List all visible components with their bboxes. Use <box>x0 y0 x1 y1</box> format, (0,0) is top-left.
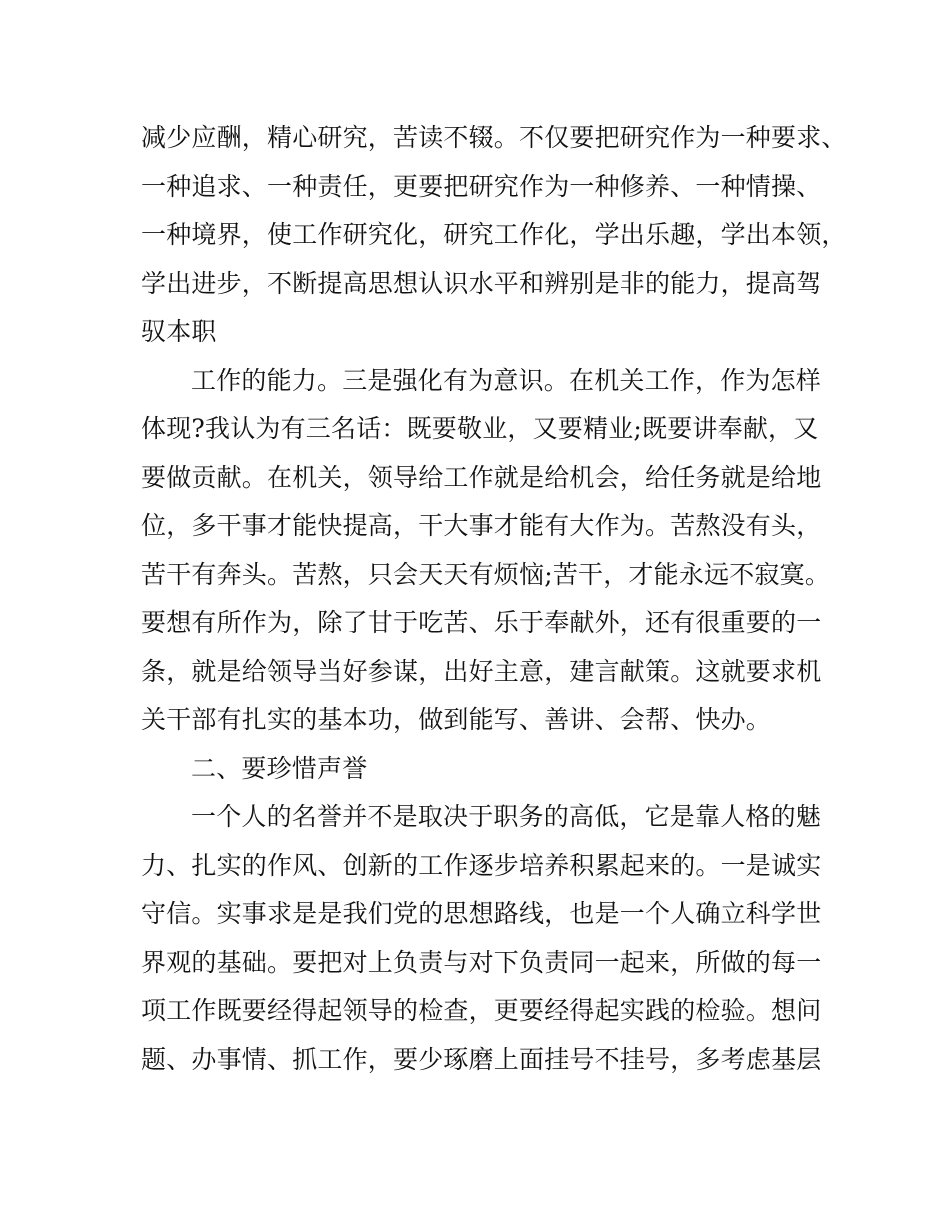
paragraph-start-line: 一个人的名誉并不是取决于职务的高低，它是靠人格的魅 <box>191 802 822 831</box>
text-line: 守信。实事求是是我们党的思想路线，也是一个人确立科学世 <box>141 899 822 928</box>
text-line: 苦干有奔头。苦熬，只会天天有烦恼;苦干，才能永远不寂寞。 <box>141 559 831 589</box>
text-line: 学出进步，不断提高思想认识水平和辨别是非的能力，提高驾 <box>141 268 822 298</box>
text-line: 一种境界，使工作研究化，研究工作化，学出乐趣，学出本领， <box>141 220 847 249</box>
text-line: 体现?我认为有三名话：既要敬业，又要精业;既要讲奉献，又 <box>141 414 819 443</box>
text-line: 界观的基础。要把对上负责与对下负责同一起来，所做的每一 <box>141 947 822 977</box>
section-heading: 二、要珍惜声誉 <box>191 753 368 783</box>
text-line: 一种追求、一种责任，更要把研究作为一种修养、一种情操、 <box>141 171 822 201</box>
paragraph-start-line: 工作的能力。三是强化有为意识。在机关工作，作为怎样 <box>191 365 822 395</box>
text-line: 减少应酬，精心研究，苦读不辍。不仅要把研究作为一种要求、 <box>141 123 847 152</box>
text-line: 位，多干事才能快提高，干大事才能有大作为。苦熬没有头， <box>141 511 822 540</box>
text-line: 条，就是给领导当好参谋，出好主意，建言献策。这就要求机 <box>141 656 822 686</box>
text-line: 关干部有扎实的基本功，做到能写、善讲、会帮、快办。 <box>141 705 772 734</box>
text-line: 项工作既要经得起领导的检查，更要经得起实践的检验。想问 <box>141 996 822 1025</box>
document-body <box>141 114 847 1084</box>
text-line: 要做贡献。在机关，领导给工作就是给机会，给任务就是给地 <box>141 462 822 492</box>
text-line: 力、扎实的作风、创新的工作逐步培养积累起来的。一是诚实 <box>141 850 822 880</box>
text-line: 题、办事情、抓工作，要少琢磨上面挂号不挂号，多考虑基层 <box>141 1044 822 1074</box>
text-line: 要想有所作为，除了甘于吃苦、乐于奉献外，还有很重要的一 <box>141 608 822 637</box>
text-line: 驭本职 <box>141 317 217 346</box>
